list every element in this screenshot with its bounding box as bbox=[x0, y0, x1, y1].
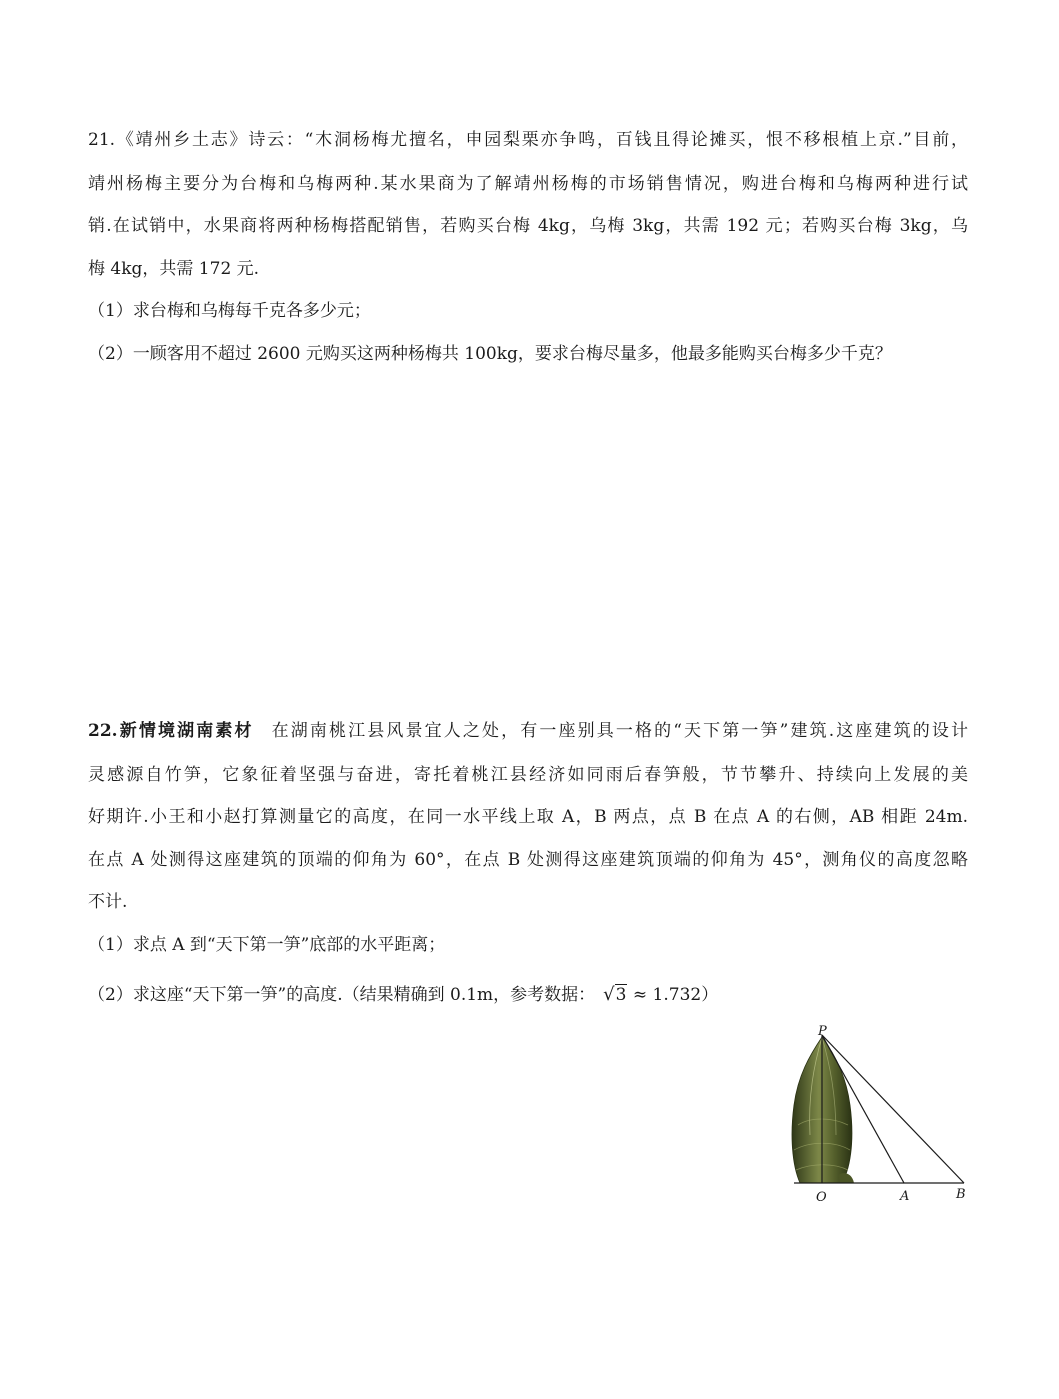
q22-part-2-suffix: ≈ 1.732） bbox=[627, 985, 719, 1005]
sqrt-radicand: 3 bbox=[615, 985, 627, 1005]
q22-stem-line-3: 好期许.小王和小赵打算测量它的高度，在同一水平线上取 A，B 两点，点 B 在点 A 的右侧，AB 相距 24m. bbox=[88, 807, 968, 827]
q22-stem-line-5: 不计. bbox=[88, 892, 128, 912]
q21-stem-line-3: 销.在试销中，水果商将两种杨梅搭配销售，若购买台梅 4kg，乌梅 3kg，共需 192 元；若购买台梅 3kg，乌 bbox=[88, 216, 968, 236]
q22-number: 22. bbox=[88, 721, 118, 741]
label-O: O bbox=[816, 1190, 827, 1205]
label-B: B bbox=[956, 1187, 966, 1202]
q21-part-1: （1）求台梅和乌梅每千克各多少元； bbox=[88, 301, 371, 321]
q22-line-1-text: 在湖南桃江县风景宜人之处，有一座别具一格的“天下第一笋”建筑.这座建筑的设计 bbox=[271, 721, 968, 741]
q21-stem-line-1: 21.《靖州乡土志》诗云：“木洞杨梅尤擅名，申园梨栗亦争鸣，百钱且得论摊买，恨不移根植上京.”目前， bbox=[88, 130, 968, 150]
q21-part-2: （2）一顾客用不超过 2600 元购买这两种杨梅共 100kg，要求台梅尽量多，他最多能购买台梅多少千克？ bbox=[88, 344, 892, 364]
q22-stem-line-4: 在点 A 处测得这座建筑的顶端的仰角为 60°，在点 B 处测得这座建筑顶端的仰角为 45°，测角仪的高度忽略 bbox=[88, 850, 968, 870]
q22-part-1: （1）求点 A 到“天下第一笋”底部的水平距离； bbox=[88, 935, 446, 955]
geometry-figure bbox=[780, 1025, 980, 1210]
q22-tag: 新情境湖南素材 bbox=[117, 721, 254, 741]
q22-stem-line-2: 灵感源自竹笋，它象征着坚强与奋进，寄托着桃江县经济如同雨后春笋般，节节攀升、持续向上发展的美 bbox=[88, 765, 968, 785]
q22-part-2-prefix: （2）求这座“天下第一笋”的高度.（结果精确到 0.1m，参考数据： bbox=[88, 985, 596, 1005]
q22-stem-line-1 bbox=[88, 719, 968, 743]
sqrt-expression: √3 bbox=[603, 984, 627, 1005]
label-A: A bbox=[900, 1189, 910, 1204]
q22-part-2 bbox=[88, 983, 718, 1007]
label-P: P bbox=[818, 1025, 827, 1039]
q21-stem-line-2: 靖州杨梅主要分为台梅和乌梅两种.某水果商为了解靖州杨梅的市场销售情况，购进台梅和乌梅两种进行试 bbox=[88, 174, 968, 194]
q21-stem-line-4: 梅 4kg，共需 172 元. bbox=[88, 259, 260, 279]
